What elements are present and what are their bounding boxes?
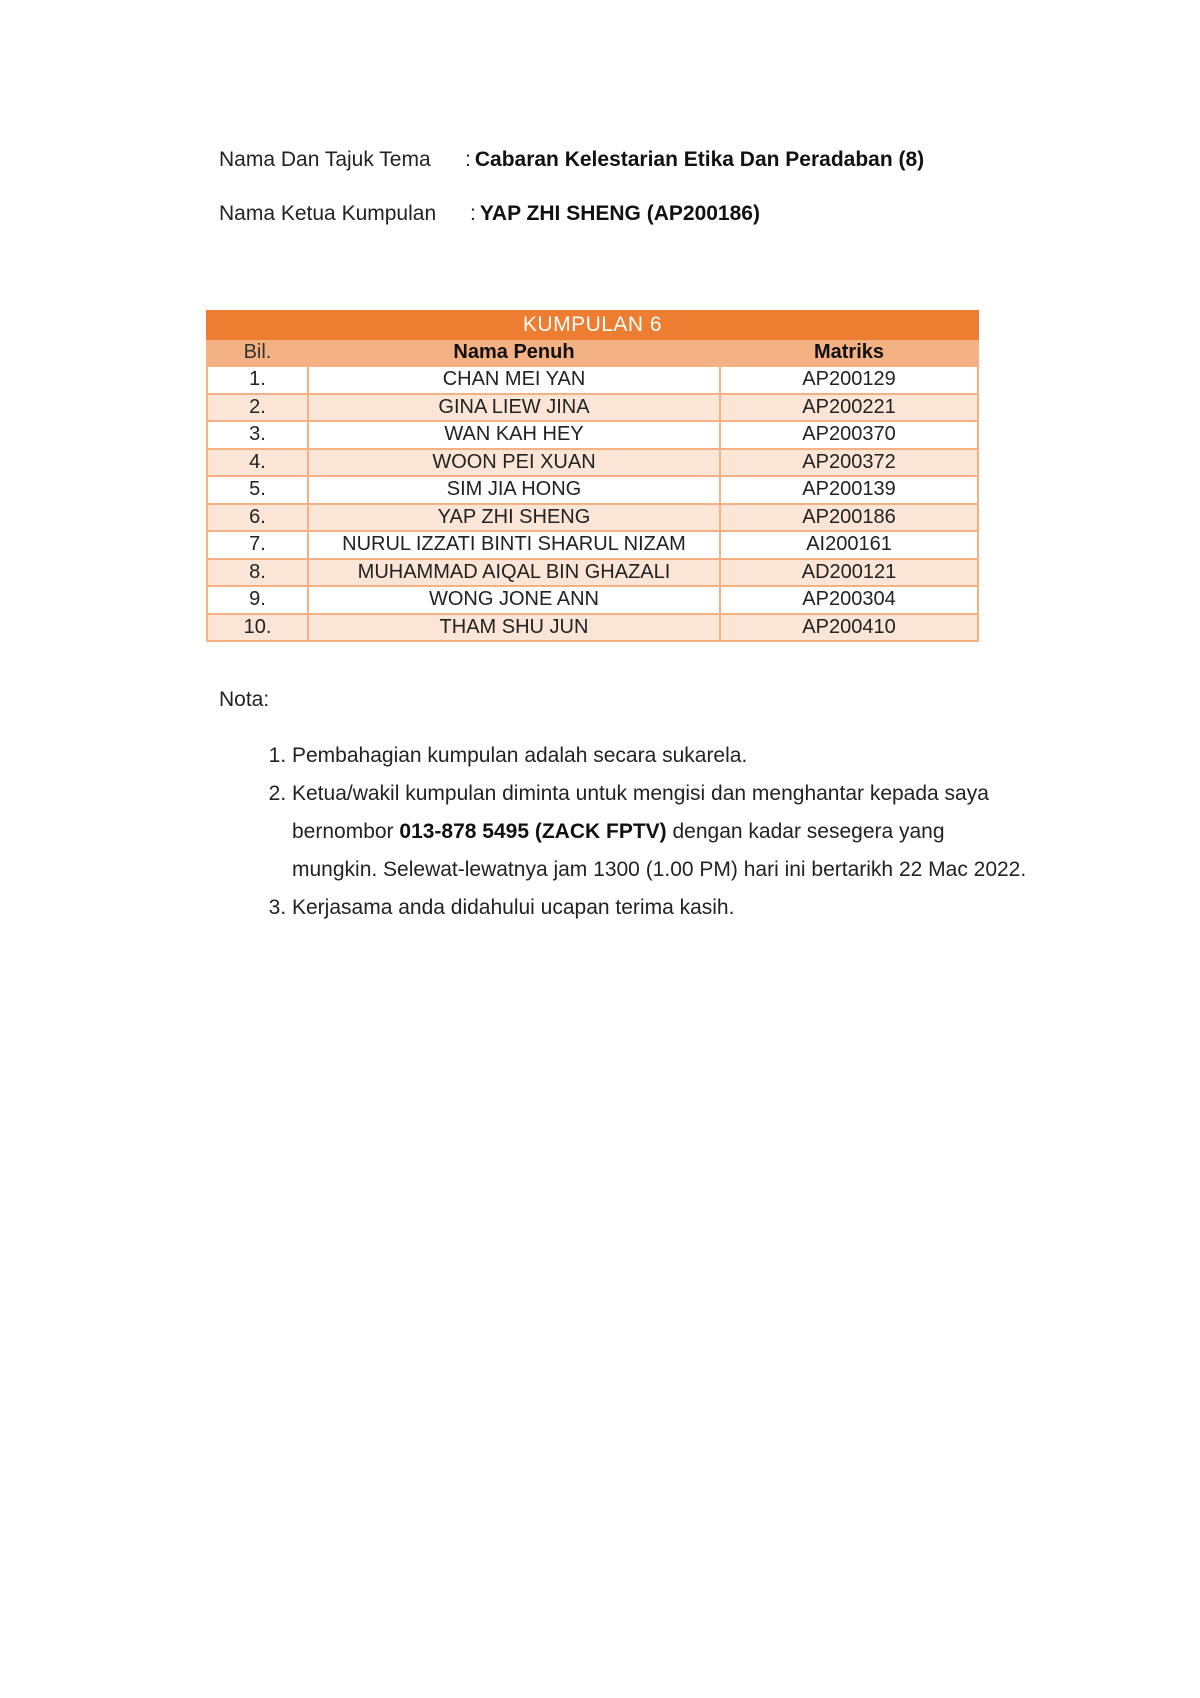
table-title-row: [207, 311, 978, 339]
nota-item-1-text: Pembahagian kumpulan adalah secara sukarela.: [292, 744, 748, 767]
row-nama: NURUL IZZATI BINTI SHARUL NIZAM: [308, 531, 720, 559]
table-row: [207, 449, 978, 477]
column-header-matriks: Matriks: [720, 339, 978, 367]
row-matriks: AP200372: [720, 449, 978, 477]
nota-item-3: [292, 889, 1032, 927]
nota-item-2-text-before: Ketua/wakil kumpulan diminta untuk mengisi dan menghantar kepada saya bernombor: [292, 782, 989, 843]
group-table: [206, 310, 979, 642]
tema-line: [219, 148, 924, 172]
nota-title: Nota:: [219, 688, 270, 711]
row-nama: SIM JIA HONG: [308, 476, 720, 504]
table-row: [207, 614, 978, 642]
table-row: [207, 394, 978, 422]
row-nama: GINA LIEW JINA: [308, 394, 720, 422]
row-bil: 6.: [207, 504, 308, 532]
table-row: [207, 586, 978, 614]
row-matriks: AI200161: [720, 531, 978, 559]
row-bil: 7.: [207, 531, 308, 559]
row-matriks: AD200121: [720, 559, 978, 587]
column-header-nama: Nama Penuh: [308, 339, 720, 367]
row-bil: 10.: [207, 614, 308, 642]
nota-item-2-phone: 013-878 5495 (ZACK FPTV): [399, 820, 667, 843]
tema-colon: :: [465, 148, 471, 171]
column-header-bil: Bil.: [207, 339, 308, 367]
table-row: [207, 559, 978, 587]
nota-item-2-text-after: dengan kadar sesegera yang mungkin. Selewat-lewatnya jam 1300 (1.00 PM) hari ini bertarikh 22 Mac 2022.: [292, 820, 1027, 881]
table-title: KUMPULAN 6: [207, 311, 978, 339]
tema-value: Cabaran Kelestarian Etika Dan Peradaban (8): [474, 148, 925, 171]
row-matriks: AP200139: [720, 476, 978, 504]
nota-item-2: [292, 775, 1032, 889]
table-row: [207, 476, 978, 504]
row-bil: 9.: [207, 586, 308, 614]
row-bil: 3.: [207, 421, 308, 449]
row-matriks: AP200221: [720, 394, 978, 422]
ketua-colon: :: [470, 202, 476, 225]
tema-label: Nama Dan Tajuk Tema: [219, 148, 431, 171]
row-bil: 4.: [207, 449, 308, 477]
row-bil: 2.: [207, 394, 308, 422]
row-nama: CHAN MEI YAN: [308, 366, 720, 394]
ketua-line: [219, 202, 760, 226]
ketua-label: Nama Ketua Kumpulan: [219, 202, 437, 225]
table-header-row: [207, 339, 978, 367]
row-matriks: AP200129: [720, 366, 978, 394]
nota-item-3-text: Kerjasama anda didahului ucapan terima kasih.: [292, 896, 735, 919]
row-nama: WOON PEI XUAN: [308, 449, 720, 477]
table-row: [207, 421, 978, 449]
row-nama: MUHAMMAD AIQAL BIN GHAZALI: [308, 559, 720, 587]
nota-item-1: [292, 737, 1032, 775]
row-nama: YAP ZHI SHENG: [308, 504, 720, 532]
row-nama: WONG JONE ANN: [308, 586, 720, 614]
row-nama: WAN KAH HEY: [308, 421, 720, 449]
row-bil: 1.: [207, 366, 308, 394]
table-row: [207, 531, 978, 559]
table-row: [207, 366, 978, 394]
nota-list: [252, 737, 1032, 927]
row-bil: 5.: [207, 476, 308, 504]
row-matriks: AP200370: [720, 421, 978, 449]
table-row: [207, 504, 978, 532]
row-bil: 8.: [207, 559, 308, 587]
row-matriks: AP200304: [720, 586, 978, 614]
row-matriks: AP200186: [720, 504, 978, 532]
row-matriks: AP200410: [720, 614, 978, 642]
ketua-value: YAP ZHI SHENG (AP200186): [479, 202, 760, 225]
row-nama: THAM SHU JUN: [308, 614, 720, 642]
